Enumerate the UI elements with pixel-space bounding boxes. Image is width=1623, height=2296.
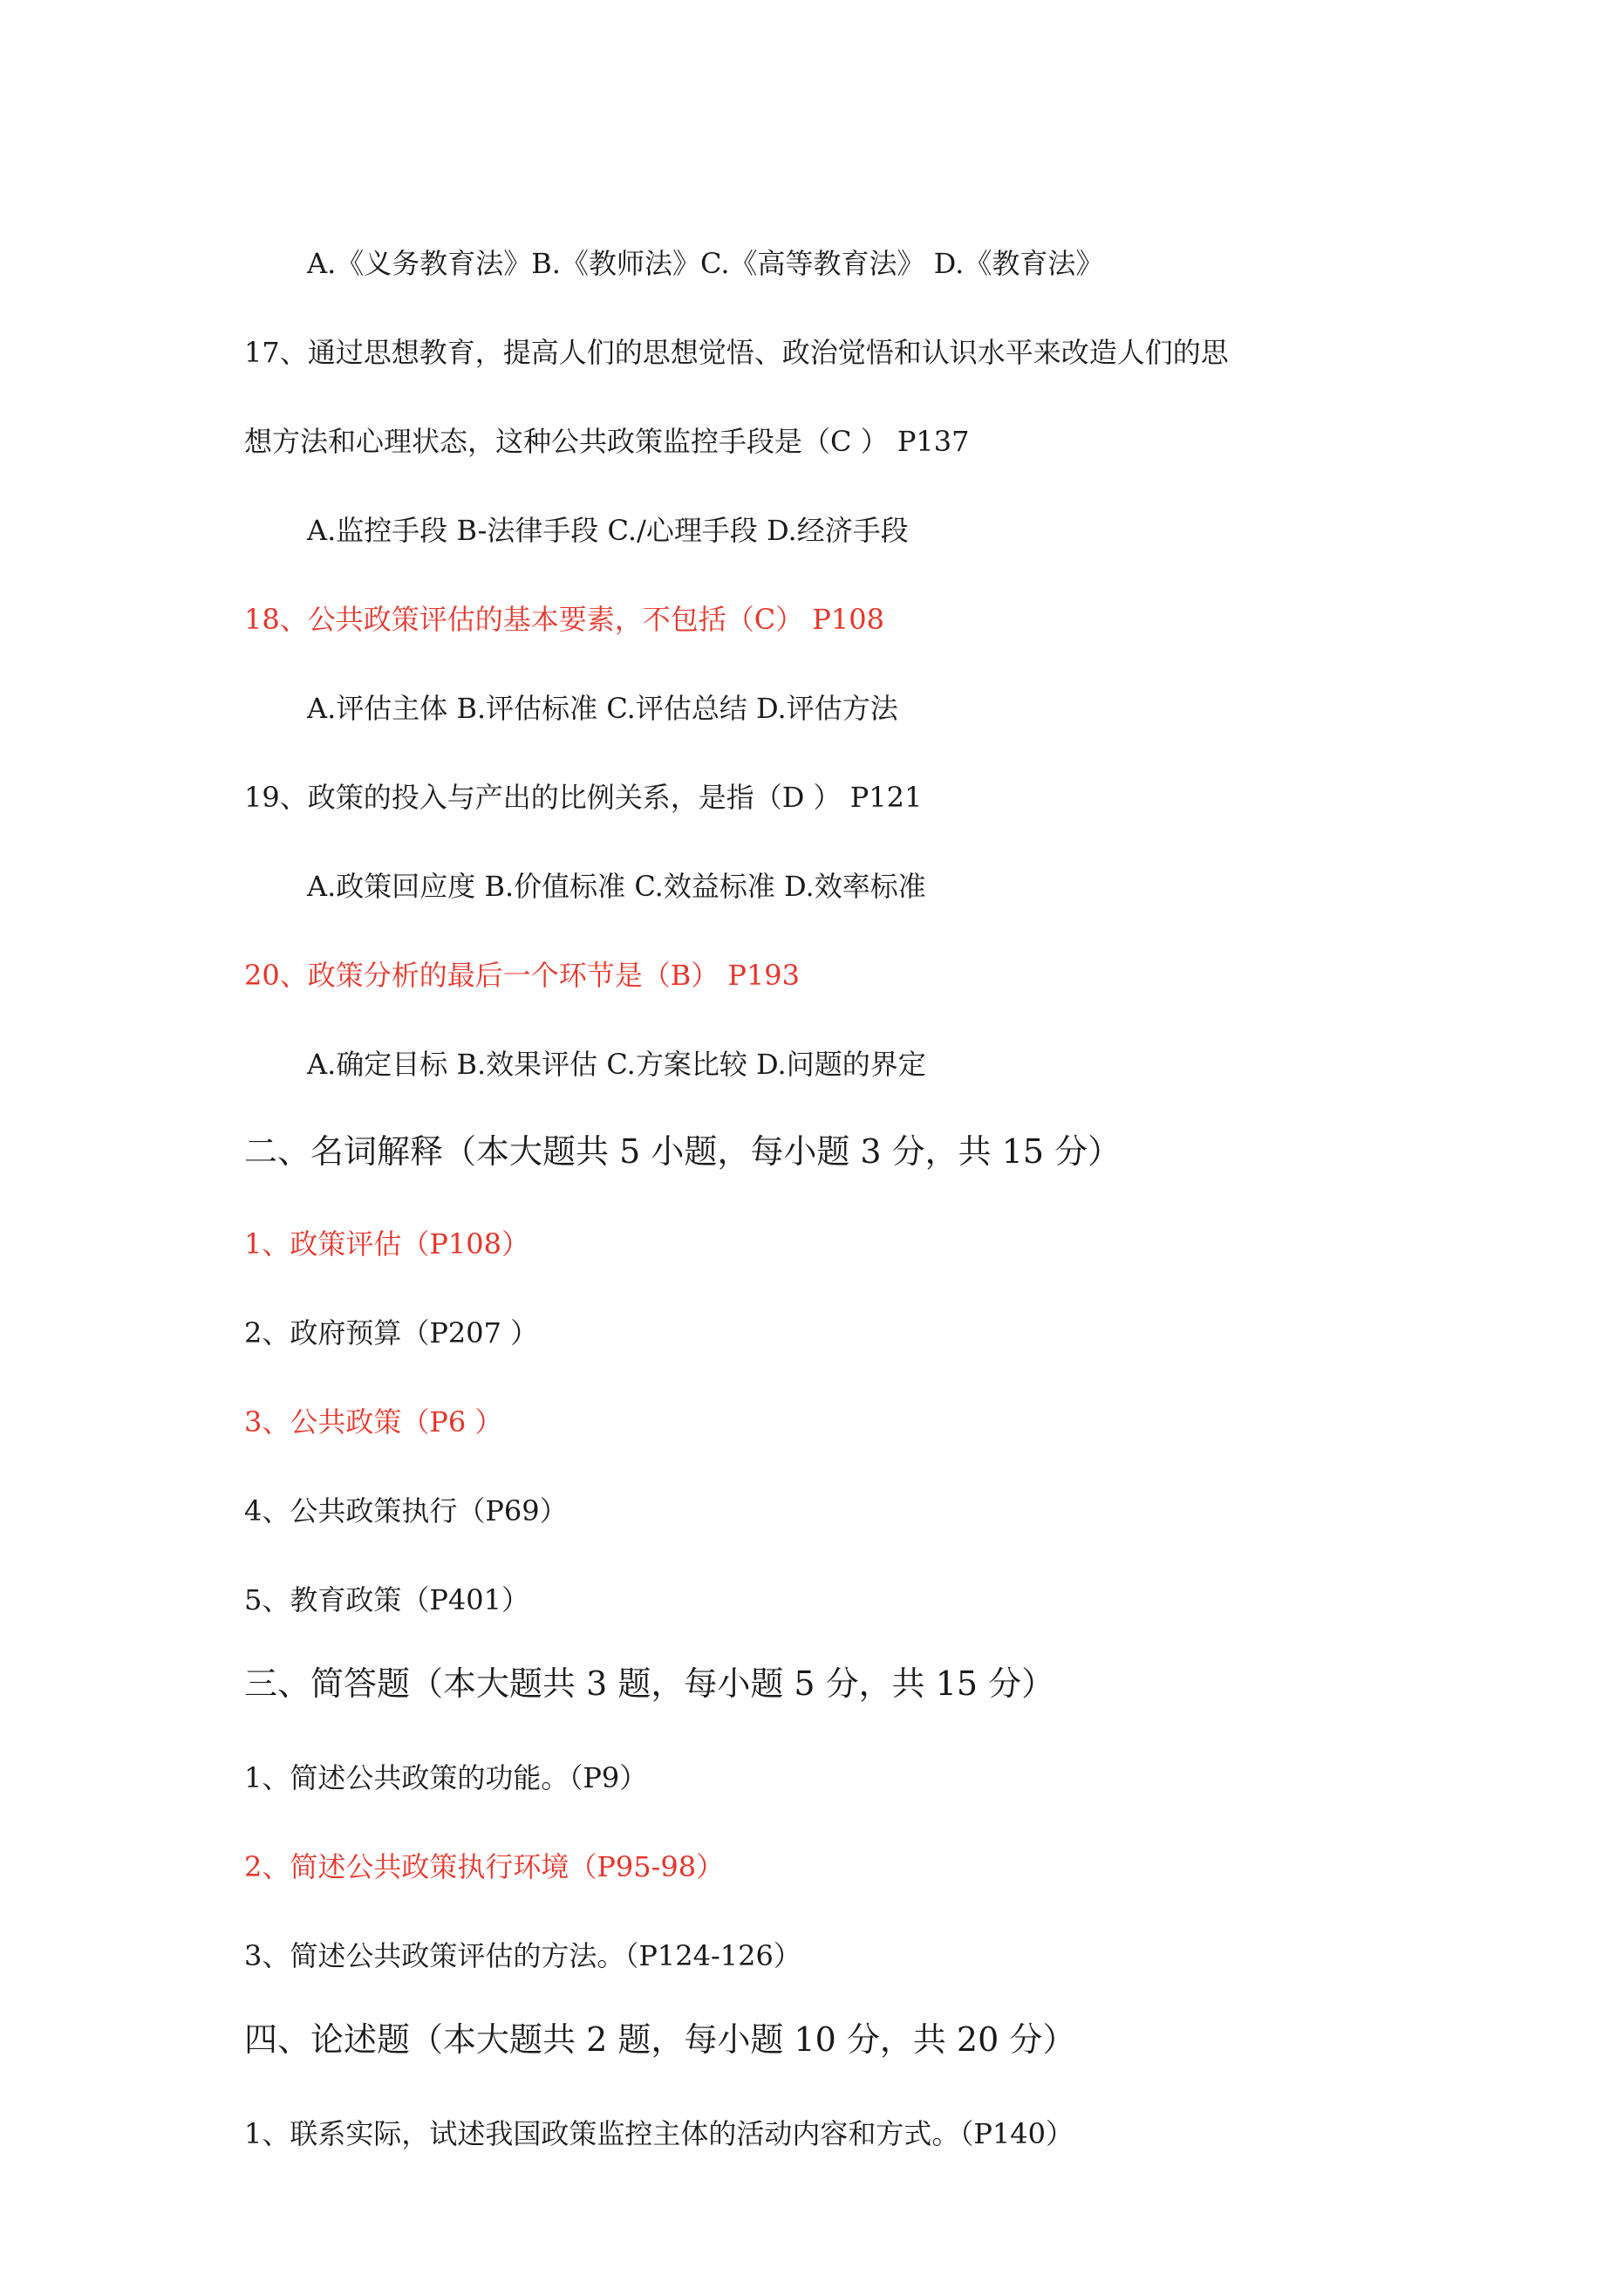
q18-options: A.评估主体 B.评估标准 C.评估总结 D.评估方法 bbox=[307, 692, 898, 725]
q20-text: 20、政策分析的最后一个环节是（B） P193 bbox=[244, 959, 801, 992]
q17-text-line1: 17、通过思想教育，提高人们的思想觉悟、政治觉悟和认识水平来改造人们的思 bbox=[244, 336, 1229, 369]
q20-options: A.确定目标 B.效果评估 C.方案比较 D.问题的界定 bbox=[307, 1048, 926, 1081]
section2-item-4: 4、公共政策执行（P69） bbox=[244, 1494, 568, 1527]
q17-text-line2: 想方法和心理状态，这种公共政策监控手段是（C ） P137 bbox=[244, 425, 970, 458]
section2-item-1: 1、政策评估（P108） bbox=[244, 1227, 529, 1261]
q16-options: A.《义务教育法》B.《教师法》C.《高等教育法》 D.《教育法》 bbox=[307, 247, 1104, 280]
q18-text: 18、公共政策评估的基本要素，不包括（C） P108 bbox=[244, 603, 884, 636]
section3-heading: 三、简答题（本大题共 3 题，每小题 5 分，共 15 分） bbox=[244, 1664, 1055, 1703]
section4-item-1: 1、联系实际，试述我国政策监控主体的活动内容和方式。（P140） bbox=[244, 2117, 1074, 2150]
section2-item-2: 2、政府预算（P207 ） bbox=[244, 1316, 539, 1350]
section3-item-3: 3、简述公共政策评估的方法。（P124-126） bbox=[244, 1939, 801, 1972]
section2-heading: 二、名词解释（本大题共 5 小题，每小题 3 分，共 15 分） bbox=[244, 1132, 1122, 1171]
section2-item-5: 5、教育政策（P401） bbox=[244, 1583, 529, 1616]
q19-text: 19、政策的投入与产出的比例关系，是指（D ） P121 bbox=[244, 781, 923, 814]
section4-heading: 四、论述题（本大题共 2 题，每小题 10 分，共 20 分） bbox=[244, 2020, 1076, 2059]
section2-item-3: 3、公共政策（P6 ） bbox=[244, 1405, 503, 1438]
q19-options: A.政策回应度 B.价值标准 C.效益标准 D.效率标准 bbox=[307, 870, 926, 903]
section3-item-1: 1、简述公共政策的功能。（P9） bbox=[244, 1761, 648, 1794]
q17-options: A.监控手段 B-法律手段 C./心理手段 D.经济手段 bbox=[307, 514, 909, 547]
section3-item-2: 2、简述公共政策执行环境（P95-98） bbox=[244, 1850, 725, 1883]
